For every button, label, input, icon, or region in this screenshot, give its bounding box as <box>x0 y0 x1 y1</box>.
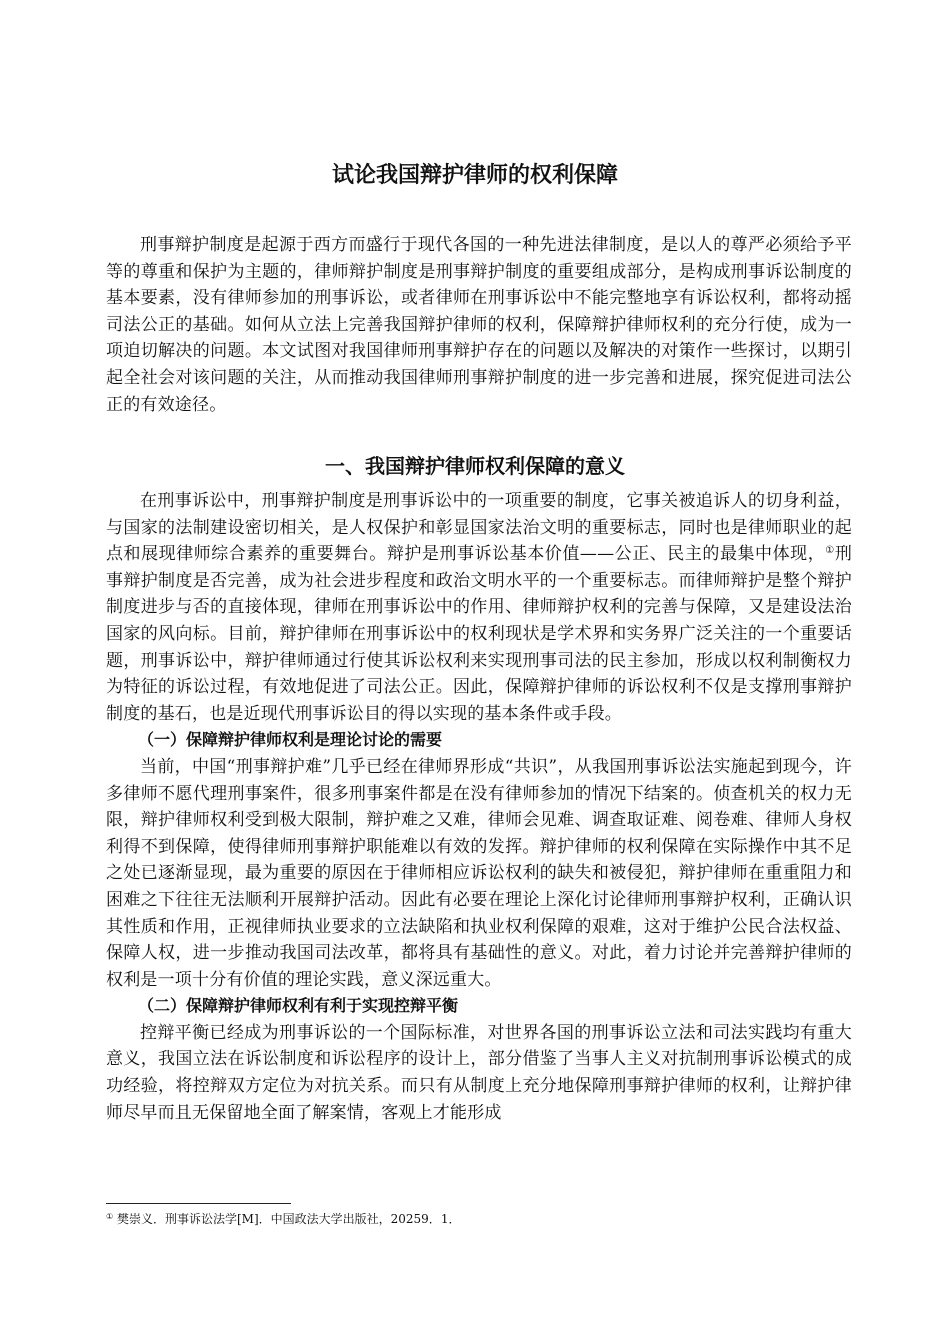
footnote-text: 樊崇义．刑事诉讼法学[M]．中国政法大学出版社，20259．1． <box>113 1212 461 1226</box>
subsection-2-paragraph: 控辩平衡已经成为刑事诉讼的一个国际标准，对世界各国的刑事诉讼立法和司法实践均有重大意义，我国立法在诉讼制度和诉讼程序的设计上，部分借鉴了当事人主义对抗制刑事诉讼模式的成功经验，将控辩双方定位为对抗关系。而只有从制度上充分地保障刑事辩护律师的权利，让辩护律师尽早而且无保留地全面了解案情，客观上才能形成 <box>106 1022 852 1123</box>
subsection-1-heading: （一）保障辩护律师权利是理论讨论的需要 <box>138 730 443 750</box>
footnote-marker: ① <box>106 1212 114 1221</box>
section-1-heading: 一、我国辩护律师权利保障的意义 <box>325 454 625 478</box>
intro-text-after-note: 刑事辩护制度是否完善，成为社会进步程度和政治文明水平的一个重要标志。而律师辩护是整个辩护制度进步与否的直接体现，律师在刑事诉讼中的作用、律师辩护权利的完善与保障，又是建设法治国家的风向标。目前，辩护律师在刑事诉讼中的权利现状是学术界和实务界广泛关注的一个重要话题，刑事诉讼中，辩护律师通过行使其诉讼权利来实现刑事司法的民主参加，形成以权利制衡权力为特征的诉讼过程，有效地促进了司法公正。因此，保障辩护律师的诉讼权利不仅是支撑刑事辩护制度的基石，也是近现代刑事诉讼目的得以实现的基本条件或手段。 <box>106 544 853 724</box>
section-1-body <box>106 488 852 1126</box>
footnote <box>106 1210 852 1228</box>
intro-text-before-note: 在刑事诉讼中，刑事辩护制度是刑事诉讼中的一项重要的制度，它事关被追诉人的切身利益，与国家的法制建设密切相关，是人权保护和彰显国家法治文明的重要标志，同时也是律师职业的起点和展现律师综合素养的重要舞台。辩护是刑事诉讼基本价值——公正、民主的最集中体现， <box>106 491 852 565</box>
paper-title: 试论我国辩护律师的权利保障 <box>331 163 618 188</box>
abstract-paragraph: 刑事辩护制度是起源于西方而盛行于现代各国的一种先进法律制度，是以人的尊严必须给予平等的尊重和保护为主题的，律师辩护制度是刑事辩护制度的重要组成部分，是构成刑事诉讼制度的基本要素，没有律师参加的刑事诉讼，或者律师在刑事诉讼中不能完整地享有诉讼权利，都将动摇司法公正的基础。如何从立法上完善我国辩护律师的权利，保障辩护律师权利的充分行使，成为一项迫切解决的问题。本文试图对我国律师刑事辩护存在的问题以及解决的对策作一些探讨，以期引起全社会对该问题的关注，从而推动我国律师刑事辩护制度的进一步完善和进展，探究促进司法公正的有效途径。 <box>106 235 852 415</box>
abstract-block <box>106 232 852 418</box>
subsection-1-paragraph: 当前，中国“刑事辩护难”几乎已经在律师界形成“共识”，从我国刑事诉讼法实施起到现今，许多律师不愿代理刑事案件，很多刑事案件都是在没有律师参加的情况下结案的。侦查机关的权力无限，辩护律师权利受到极大限制，辩护难之又难，律师会见难、调查取证难、阅卷难、律师人身权利得不到保障，使得律师刑事辩护职能难以有效的发挥。辩护律师的权利保障在实际操作中其不足之处已逐渐显现，最为重要的原因在于律师相应诉讼权利的缺失和被侵犯，辩护律师在重重阻力和困难之下往往无法顺利开展辩护活动。因此有必要在理论上深化讨论律师刑事辩护权利，正确认识其性质和作用，正视律师执业要求的立法缺陷和执业权利保障的艰难，这对于维护公民合法权益、保障人权，进一步推动我国司法改革，都将具有基础性的意义。对此，着力讨论并完善辩护律师的权利是一项十分有价值的理论实践，意义深远重大。 <box>106 756 852 990</box>
footnote-reference-marker[interactable]: ① <box>825 545 835 557</box>
section-1-intro-paragraph <box>106 488 852 727</box>
footnote-divider <box>106 1203 291 1204</box>
subsection-2-heading: （二）保障辩护律师权利有利于实现控辩平衡 <box>138 996 459 1016</box>
